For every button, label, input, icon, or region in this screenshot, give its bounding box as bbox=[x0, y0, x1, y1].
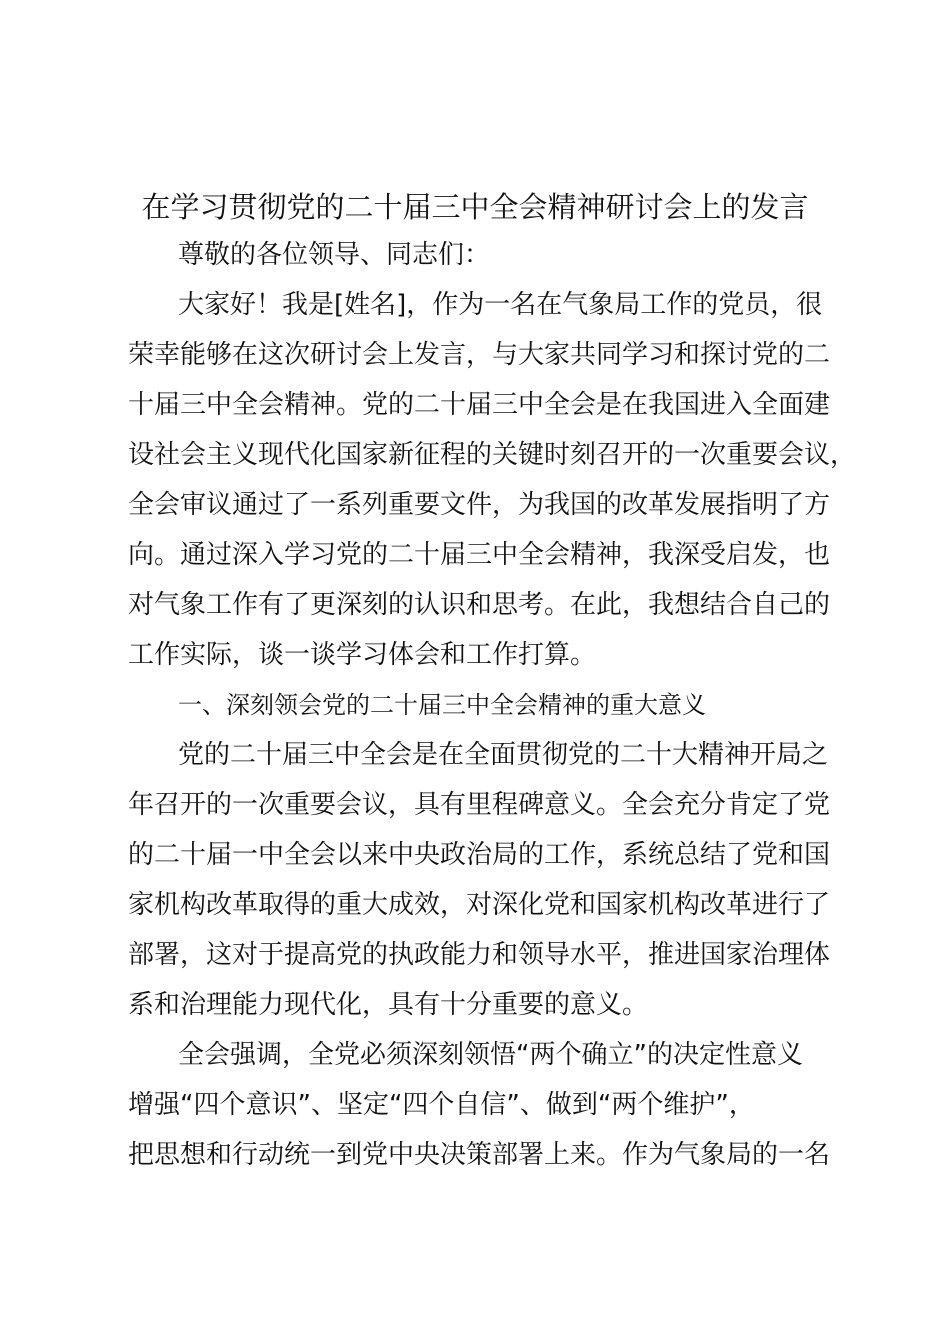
paragraph-line: 工作实际，谈一谈学习体会和工作打算。 bbox=[128, 640, 597, 670]
paragraph-line: 十届三中全会精神。党的二十届三中全会是在我国进入全面建 bbox=[128, 390, 831, 420]
paragraph-line: 向。通过深入学习党的二十届三中全会精神，我深受启发，也 bbox=[128, 540, 831, 570]
paragraph-line: 部署，这对于提高党的执政能力和领导水平，推进国家治理体 bbox=[128, 940, 831, 970]
paragraph-line: 党的二十届三中全会是在全面贯彻党的二十大精神开局之 bbox=[178, 740, 829, 770]
paragraph-line: 的二十届一中全会以来中央政治局的工作，系统总结了党和国 bbox=[128, 840, 831, 870]
paragraph-line: 年召开的一次重要会议，具有里程碑意义。全会充分肯定了党 bbox=[128, 790, 831, 820]
paragraph-line: 对气象工作有了更深刻的认识和思考。在此，我想结合自己的 bbox=[128, 590, 831, 620]
paragraph-line: 大家好！我是[姓名]，作为一名在气象局工作的党员，很 bbox=[178, 290, 823, 320]
paragraph-line: 荣幸能够在这次研讨会上发言，与大家共同学习和探讨党的二 bbox=[128, 340, 831, 370]
section-heading: 一、深刻领会党的二十届三中全会精神的重大意义 bbox=[178, 691, 706, 719]
document-title: 在学习贯彻党的二十届三中全会精神研讨会上的发言 bbox=[141, 190, 809, 224]
paragraph-line: 全会强调，全党必须深刻领悟“两个确立”的决定性意义 bbox=[178, 1040, 803, 1070]
paragraph-line: 系和治理能力现代化，具有十分重要的意义。 bbox=[128, 990, 649, 1020]
paragraph-line: 把思想和行动统一到党中央决策部署上来。作为气象局的一名 bbox=[128, 1140, 831, 1170]
paragraph-line: 设社会主义现代化国家新征程的关键时刻召开的一次重要会议， bbox=[128, 440, 857, 470]
salutation-line: 尊敬的各位领导、同志们： bbox=[178, 240, 491, 270]
paragraph-line: 全会审议通过了一系列重要文件，为我国的改革发展指明了方 bbox=[128, 490, 831, 520]
paragraph-line: 家机构改革取得的重大成效，对深化党和国家机构改革进行了 bbox=[128, 890, 831, 920]
paragraph-line: 增强“四个意识”、坚定“四个自信”、做到“两个维护”， bbox=[128, 1090, 755, 1120]
